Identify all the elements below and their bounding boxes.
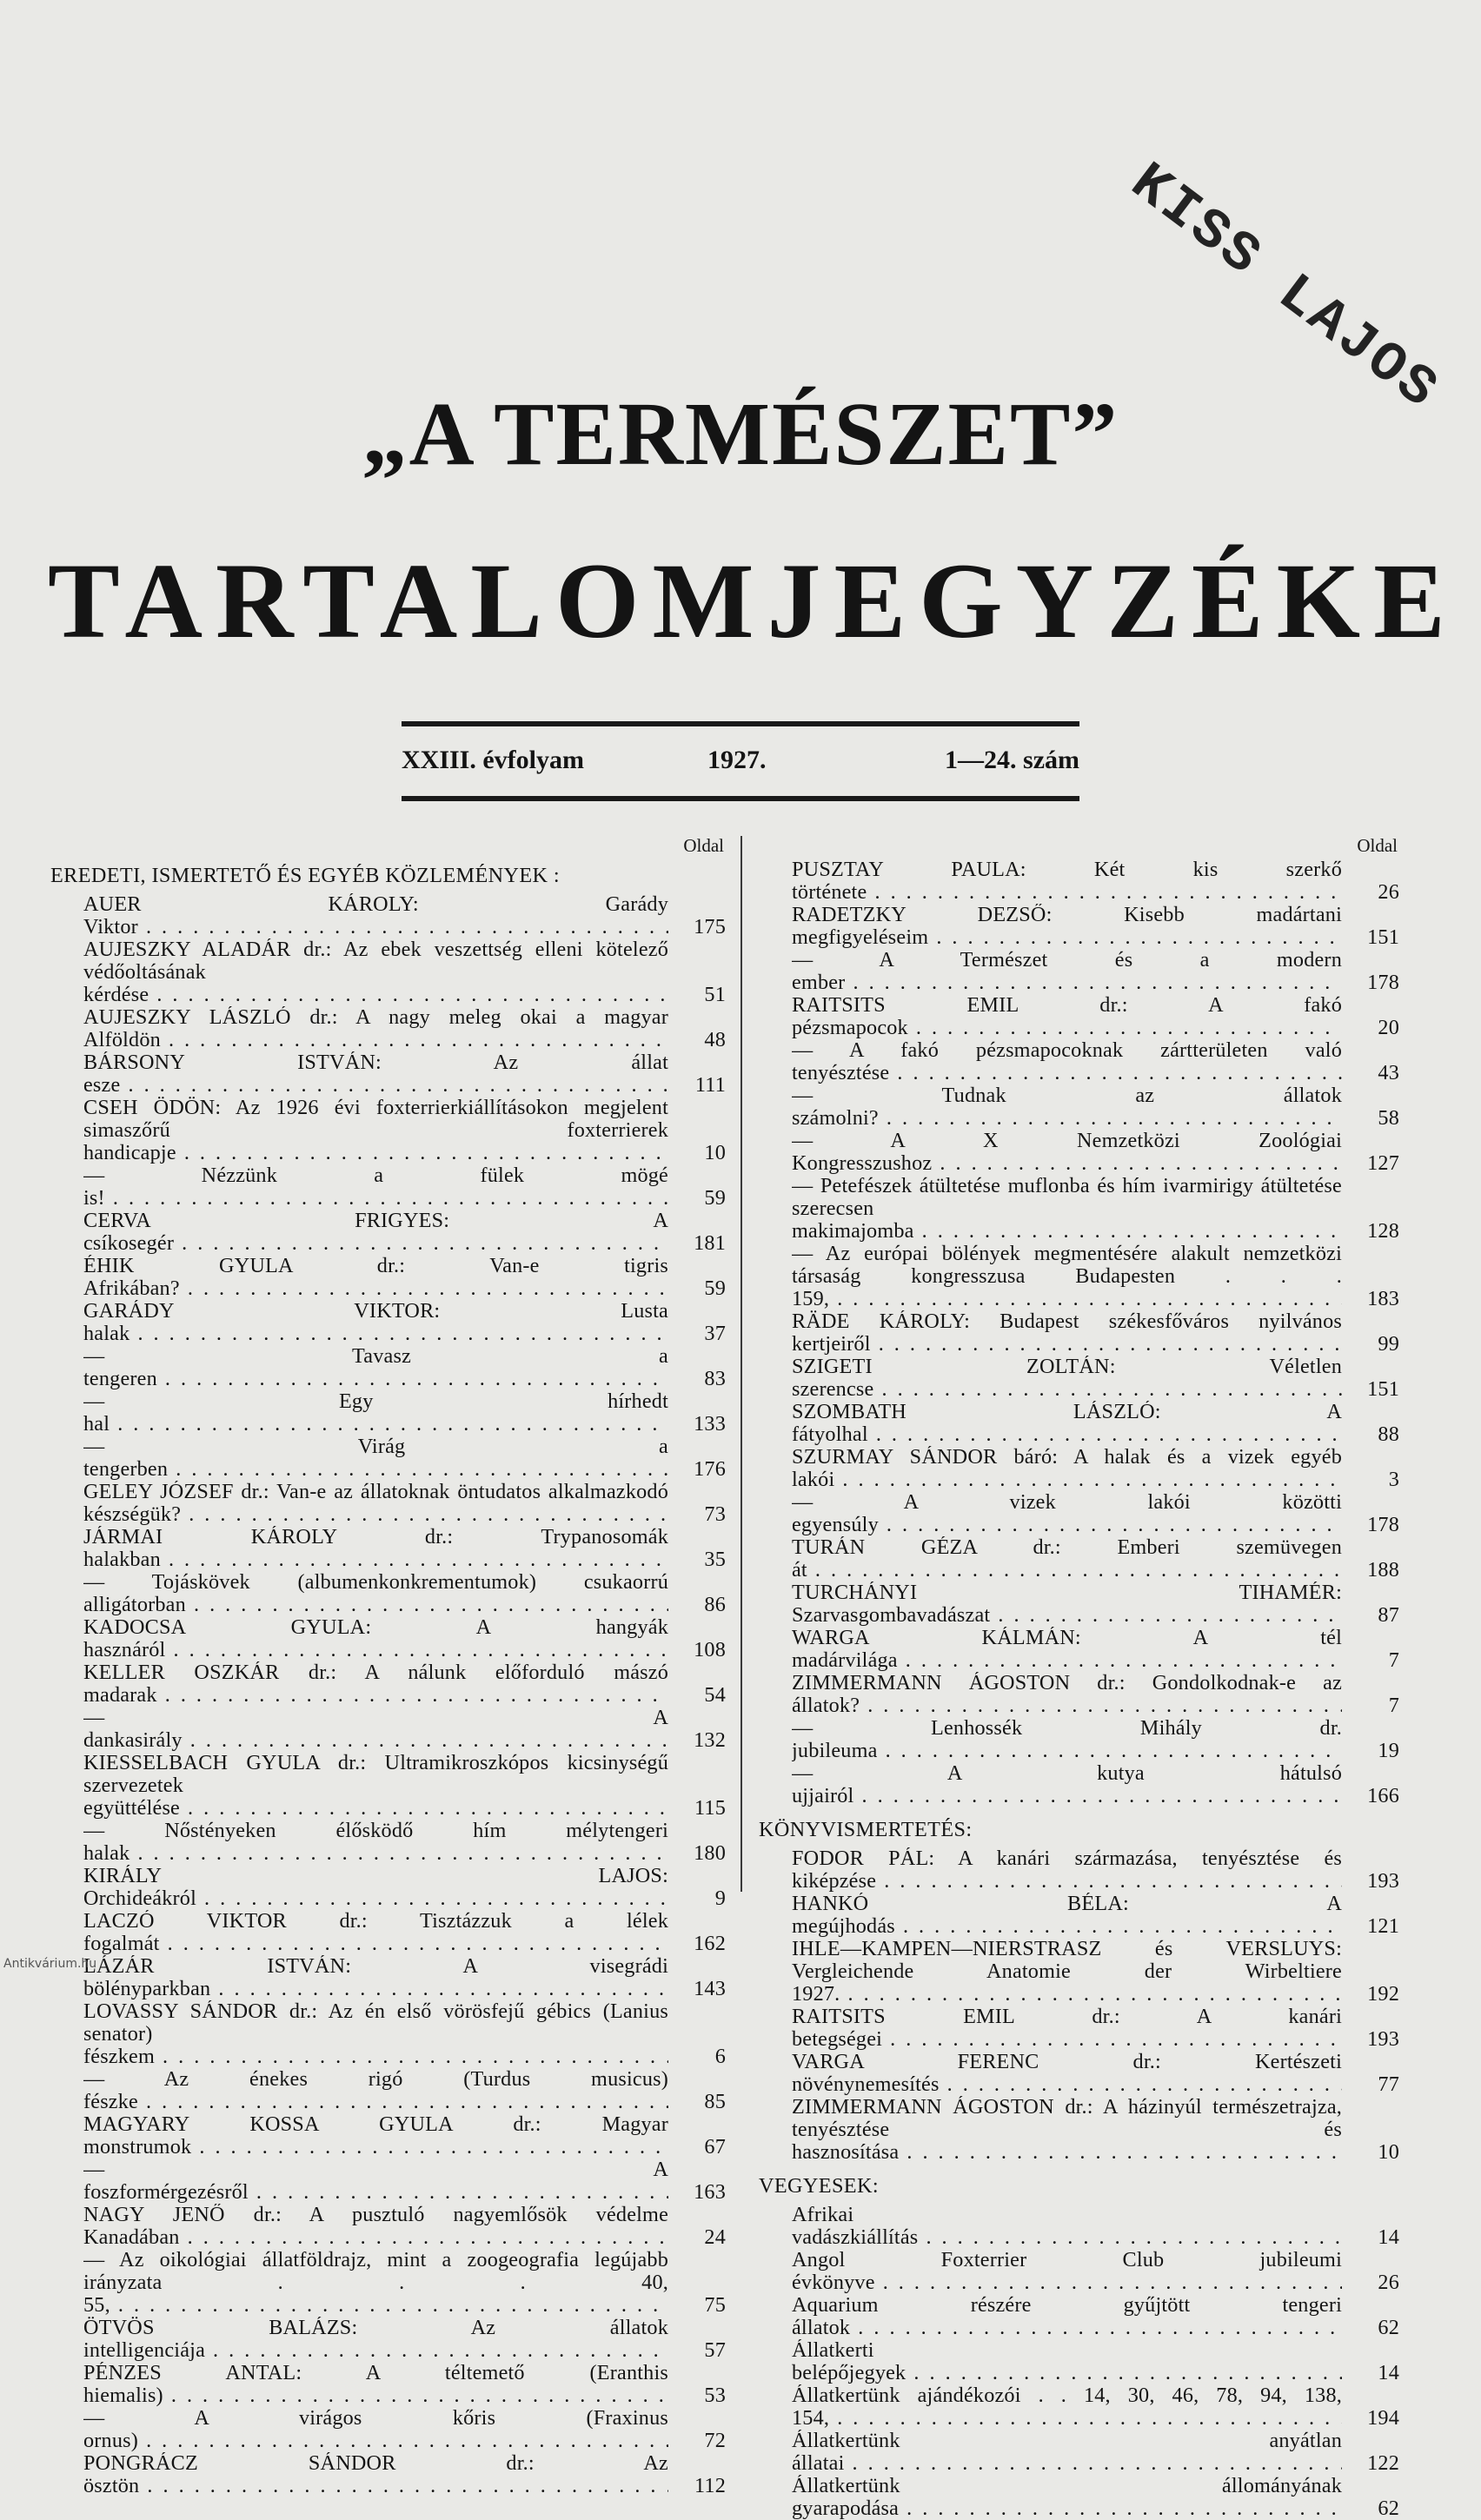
toc-entry <box>759 859 1399 904</box>
entry-title: VARGA FERENC dr.: Kertészeti növénynemesítés . . . <box>792 2051 1342 2096</box>
right-column <box>759 832 1399 2520</box>
toc-entry <box>50 1345 726 1390</box>
entry-title: Állatkertünk anyátlan állatai . . . <box>792 2430 1342 2475</box>
toc-entry <box>759 1039 1399 1084</box>
column-divider <box>740 836 742 1892</box>
entry-page-number: 72 <box>668 2430 726 2452</box>
entry-title: — Az énekes rigó (Turdus musicus) fészke . . . <box>83 2068 668 2113</box>
entry-title: — A vizek lakói közötti egyensúly . . . <box>792 1491 1342 1536</box>
entry-title: — Nőstényeken élősködő hím mélytengeri halak . . . <box>83 1820 668 1865</box>
toc-entry <box>759 2384 1399 2430</box>
toc-entry <box>50 2068 726 2113</box>
entry-page-number: 175 <box>668 916 726 938</box>
entry-page-number: 180 <box>668 1842 726 1865</box>
year-label: 1927. <box>707 746 767 774</box>
toc-entry <box>759 1582 1399 1627</box>
title-line-1: „A TERMÉSZET” <box>362 384 1119 484</box>
entry-title: — Tavasz a tengeren . . . <box>83 1345 668 1390</box>
volume-label: XXIII. évfolyam <box>402 746 584 774</box>
entry-page-number: 75 <box>668 2294 726 2317</box>
toc-entry <box>759 1717 1399 1762</box>
toc-entry <box>759 1130 1399 1175</box>
toc-entry <box>50 1300 726 1345</box>
entry-title: — Nézzünk a fülek mögé is! . . . <box>83 1164 668 1210</box>
entry-page-number: 57 <box>668 2339 726 2362</box>
section-title-book-reviews: KÖNYVISMERTETÉS: <box>759 1818 973 1841</box>
entry-title: BÁRSONY ISTVÁN: Az állat esze . . . <box>83 1051 668 1097</box>
entry-title: RÄDE KÁROLY: Budapest székesfőváros nyilvános kertjeiről . . . <box>792 1310 1342 1356</box>
entry-title: TURCHÁNYI TIHAMÉR: Szarvasgombavadászat . . . <box>792 1582 1342 1627</box>
entry-page-number: 194 <box>1342 2407 1399 2430</box>
toc-entry <box>50 1820 726 1865</box>
toc-entry <box>759 2475 1399 2520</box>
entry-title: — Virág a tengerben . . . <box>83 1436 668 1481</box>
entry-page-number: 88 <box>1342 1423 1399 1446</box>
entry-title: PONGRÁCZ SÁNDOR dr.: Az ösztön . . . <box>83 2452 668 2497</box>
toc-entry <box>50 1097 726 1164</box>
entry-page-number: 115 <box>668 1797 726 1820</box>
entry-title: LACZÓ VIKTOR dr.: Tisztázzuk a lélek fogalmát . . . <box>83 1910 668 1955</box>
issue-info-band <box>402 721 1079 801</box>
entry-page-number: 143 <box>668 1978 726 2000</box>
toc-entry <box>50 1865 726 1910</box>
entry-page-number: 151 <box>1342 926 1399 949</box>
entry-page-number: 128 <box>1342 1220 1399 1243</box>
entry-page-number: 10 <box>1342 2141 1399 2164</box>
entry-title: GELEY JÓZSEF dr.: Van-e az állatoknak öntudatos alkalmazkodó készségük? . . . <box>83 1481 668 1526</box>
toc-entry <box>50 2204 726 2249</box>
entry-title: — A foszformérgezésről . . . <box>83 2159 668 2204</box>
entry-page-number: 59 <box>668 1277 726 1300</box>
toc-entry <box>759 994 1399 1039</box>
entry-page-number: 9 <box>668 1887 726 1910</box>
toc-entry <box>50 1051 726 1097</box>
toc-entry <box>50 1481 726 1526</box>
entry-page-number: 99 <box>1342 1333 1399 1356</box>
section-title-miscellaneous: VEGYESEK: <box>759 2174 879 2198</box>
entry-page-number: 151 <box>1342 1378 1399 1401</box>
toc-entry <box>759 949 1399 994</box>
toc-entry <box>759 1175 1399 1243</box>
toc-entry <box>50 1616 726 1661</box>
ownership-stamp: KISS LAJOS <box>1118 152 1451 424</box>
entry-page-number: 133 <box>668 1413 726 1436</box>
entry-title: — Az európai bölények megmentésére alakult nemzetközi társaság kongresszusa Budapesten . . . 159, . . . <box>792 1243 1342 1310</box>
entry-page-number: 163 <box>668 2181 726 2204</box>
entry-page-number: 132 <box>668 1729 726 1752</box>
entry-page-number: 14 <box>1342 2226 1399 2249</box>
entry-title: Állatkerti belépőjegyek . . . <box>792 2339 1342 2384</box>
entry-page-number: 73 <box>668 1503 726 1526</box>
entry-title: KIRÁLY LAJOS: Orchideákról . . . <box>83 1865 668 1910</box>
toc-entry <box>759 1938 1399 2006</box>
entry-page-number: 86 <box>668 1594 726 1616</box>
entry-page-number: 77 <box>1342 2073 1399 2096</box>
entry-title: KIESSELBACH GYULA dr.: Ultramikroszkópos kicsinységű szervezetek együttélése . . . <box>83 1752 668 1820</box>
entry-title: — Lenhossék Mihály dr. jubileuma . . . <box>792 1717 1342 1762</box>
toc-entry <box>759 1893 1399 1938</box>
entry-page-number: 3 <box>1342 1469 1399 1491</box>
toc-entry <box>50 2317 726 2362</box>
entry-title: — A virágos kőris (Fraxinus ornus) . . . <box>83 2407 668 2452</box>
entry-title: — A dankasirály . . . <box>83 1707 668 1752</box>
entry-title: CSEH ÖDÖN: Az 1926 évi foxterrierkiállításokon megjelent simaszőrű foxterrierek handicapje . . . <box>83 1097 668 1164</box>
entry-page-number: 62 <box>1342 2317 1399 2339</box>
toc-entry <box>759 1672 1399 1717</box>
toc-entry <box>759 1356 1399 1401</box>
entry-page-number: 51 <box>668 984 726 1006</box>
entry-title: ÉHIK GYULA dr.: Van-e tigris Afrikában? . . . <box>83 1255 668 1300</box>
entry-page-number: 83 <box>668 1368 726 1390</box>
entry-page-number: 127 <box>1342 1152 1399 1175</box>
entry-page-number: 67 <box>668 2136 726 2159</box>
entry-title: PUSZTAY PAULA: Két kis szerkő története . . . <box>792 859 1342 904</box>
entry-list <box>759 859 1399 1807</box>
toc-entry <box>50 2000 726 2068</box>
entry-title: — A X Nemzetközi Zoológiai Kongresszushoz . . . <box>792 1130 1342 1175</box>
entry-title: TURÁN GÉZA dr.: Emberi szemüvegen át . . . <box>792 1536 1342 1582</box>
toc-entry <box>759 1243 1399 1310</box>
page-column-label: Oldal <box>1357 835 1398 856</box>
entry-title: LÁZÁR ISTVÁN: A visegrádi bölényparkban . . . <box>83 1955 668 2000</box>
entry-page-number: 58 <box>1342 1107 1399 1130</box>
entry-page-number: 193 <box>1342 2028 1399 2051</box>
entry-page-number: 26 <box>1342 881 1399 904</box>
entry-title: — Az oikológiai állatföldrajz, mint a zoogeografia legújabb irányzata . . . 40, 55, . . . <box>83 2249 668 2317</box>
toc-entry <box>759 2430 1399 2475</box>
entry-title: SZOMBATH LÁSZLÓ: A fátyolhal . . . <box>792 1401 1342 1446</box>
left-column <box>50 832 726 2497</box>
toc-entry <box>50 1661 726 1707</box>
entry-title: Aquarium részére gyűjtött tengeri állatok . . . <box>792 2294 1342 2339</box>
toc-entry <box>759 1491 1399 1536</box>
entry-title: RAITSITS EMIL dr.: A fakó pézsmapocok . . . <box>792 994 1342 1039</box>
toc-entry <box>759 1446 1399 1491</box>
entry-title: ZIMMERMANN ÁGOSTON dr.: A házinyúl természetrajza, tenyésztése és hasznosítása . . . <box>792 2096 1342 2164</box>
toc-entry <box>50 1955 726 2000</box>
entry-page-number: 54 <box>668 1684 726 1707</box>
issues-label: 1—24. szám <box>945 746 1079 774</box>
entry-page-number: 87 <box>1342 1604 1399 1627</box>
toc-entry <box>50 1436 726 1481</box>
entry-page-number: 178 <box>1342 1514 1399 1536</box>
entry-page-number: 6 <box>668 2046 726 2068</box>
toc-entry <box>759 1536 1399 1582</box>
entry-title: RAITSITS EMIL dr.: A kanári betegségei . . . <box>792 2006 1342 2051</box>
entry-title: — A kutya hátulsó ujjairól . . . <box>792 1762 1342 1807</box>
entry-page-number: 85 <box>668 2091 726 2113</box>
entry-title: Állatkertünk ajándékozói . . 14, 30, 46, 78, 94, 138, 154, . . . <box>792 2384 1342 2430</box>
toc-entry <box>50 2113 726 2159</box>
entry-page-number: 176 <box>668 1458 726 1481</box>
entry-title: ÖTVÖS BALÁZS: Az állatok intelligenciája . . . <box>83 2317 668 2362</box>
entry-page-number: 26 <box>1342 2271 1399 2294</box>
entry-page-number: 166 <box>1342 1785 1399 1807</box>
entry-title: CERVA FRIGYES: A csíkosegér . . . <box>83 1210 668 1255</box>
entry-page-number: 43 <box>1342 1062 1399 1084</box>
entry-title: RADETZKY DEZSŐ: Kisebb madártani megfigyeléseim . . . <box>792 904 1342 949</box>
page-title: TARTALOMJEGYZÉKE <box>48 541 1458 660</box>
entry-page-number: 112 <box>668 2475 726 2497</box>
toc-entry <box>50 1164 726 1210</box>
entry-title: PÉNZES ANTAL: A téltemető (Eranthis hiemalis) . . . <box>83 2362 668 2407</box>
entry-title: SZURMAY SÁNDOR báró: A halak és a vizek egyéb lakói . . . <box>792 1446 1342 1491</box>
toc-entry <box>50 893 726 938</box>
section-title-original: EREDETI, ISMERTETŐ ÉS EGYÉB KÖZLEMÉNYEK : <box>50 864 560 887</box>
entry-title: JÁRMAI KÁROLY dr.: Trypanosomák halakban . . . <box>83 1526 668 1571</box>
entry-page-number: 7 <box>1342 1649 1399 1672</box>
toc-entry <box>759 2006 1399 2051</box>
entry-title: — Tudnak az állatok számolni? . . . <box>792 1084 1342 1130</box>
entry-page-number: 162 <box>668 1933 726 1955</box>
entry-page-number: 192 <box>1342 1983 1399 2006</box>
toc-entry <box>759 1084 1399 1130</box>
toc-entry <box>759 2204 1399 2249</box>
entry-page-number: 37 <box>668 1323 726 1345</box>
entry-title: Angol Foxterrier Club jubileumi évkönyve . . . <box>792 2249 1342 2294</box>
toc-entry <box>50 1390 726 1436</box>
entry-page-number: 188 <box>1342 1559 1399 1582</box>
entry-title: — A fakó pézsmapocoknak zártterületen való tenyésztése . . . <box>792 1039 1342 1084</box>
entry-list <box>759 1847 1399 2164</box>
entry-list <box>759 2204 1399 2520</box>
toc-entry <box>50 2452 726 2497</box>
toc-entry <box>50 1571 726 1616</box>
toc-entry <box>759 1401 1399 1446</box>
entry-title: — Petefészek átültetése muflonba és hím ivarmirigy átültetése szerecsen makimajomba . . . <box>792 1175 1342 1243</box>
entry-title: KADOCSA GYULA: A hangyák hasznáról . . . <box>83 1616 668 1661</box>
entry-title: WARGA KÁLMÁN: A tél madárvilága . . . <box>792 1627 1342 1672</box>
entry-title: NAGY JENŐ dr.: A pusztuló nagyemlősök védelme Kanadában . . . <box>83 2204 668 2249</box>
entry-page-number: 62 <box>1342 2497 1399 2520</box>
toc-entry <box>50 1910 726 1955</box>
entry-page-number: 53 <box>668 2384 726 2407</box>
toc-entry <box>50 2159 726 2204</box>
toc-entry <box>50 2362 726 2407</box>
entry-title: LOVASSY SÁNDOR dr.: Az én első vörösfejű gébics (Lanius senator) fészkem . . . <box>83 2000 668 2068</box>
entry-list <box>50 893 726 2497</box>
entry-page-number: 24 <box>668 2226 726 2249</box>
entry-title: IHLE—KAMPEN—NIERSTRASZ és VERSLUYS: Vergleichende Anatomie der Wirbeltiere 1927. . . . <box>792 1938 1342 2006</box>
entry-title: — Tojáskövek (albumenkonkrementumok) csukaorrú alligátorban . . . <box>83 1571 668 1616</box>
toc-entry <box>759 2096 1399 2164</box>
toc-entry <box>759 1627 1399 1672</box>
toc-entry <box>759 1762 1399 1807</box>
toc-entry <box>50 1752 726 1820</box>
toc-entry <box>50 1526 726 1571</box>
entry-title: AUJESZKY ALADÁR dr.: Az ebek veszettség elleni kötelező védőoltásának kérdése . . . <box>83 938 668 1006</box>
toc-entry <box>759 2339 1399 2384</box>
toc-entry <box>50 2249 726 2317</box>
entry-page-number: 183 <box>1342 1288 1399 1310</box>
entry-page-number: 7 <box>1342 1694 1399 1717</box>
entry-page-number: 178 <box>1342 972 1399 994</box>
entry-page-number: 14 <box>1342 2362 1399 2384</box>
entry-page-number: 10 <box>668 1142 726 1164</box>
entry-title: Állatkertünk állományának gyarapodása . . . <box>792 2475 1342 2520</box>
toc-entry <box>759 2294 1399 2339</box>
entry-title: SZIGETI ZOLTÁN: Véletlen szerencse . . . <box>792 1356 1342 1401</box>
toc-entry <box>759 1847 1399 1893</box>
toc-entry <box>50 1210 726 1255</box>
toc-entry <box>50 2407 726 2452</box>
entry-page-number: 181 <box>668 1232 726 1255</box>
entry-title: Afrikai vadászkiállítás . . . <box>792 2204 1342 2249</box>
entry-page-number: 121 <box>1342 1915 1399 1938</box>
entry-title: HANKÓ BÉLA: A megújhodás . . . <box>792 1893 1342 1938</box>
entry-page-number: 20 <box>1342 1017 1399 1039</box>
entry-page-number: 19 <box>1342 1740 1399 1762</box>
toc-entry <box>759 2249 1399 2294</box>
toc-entry <box>50 1006 726 1051</box>
entry-page-number: 35 <box>668 1548 726 1571</box>
entry-page-number: 108 <box>668 1639 726 1661</box>
entry-title: AUER KÁROLY: Garády Viktor . . . <box>83 893 668 938</box>
toc-entry <box>50 1707 726 1752</box>
toc-entry <box>759 904 1399 949</box>
entry-title: ZIMMERMANN ÁGOSTON dr.: Gondolkodnak-e az állatok? . . . <box>792 1672 1342 1717</box>
toc-entry <box>50 938 726 1006</box>
entry-title: MAGYARY KOSSA GYULA dr.: Magyar monstrumok . . . <box>83 2113 668 2159</box>
watermark: Antikvárium.hu <box>3 1957 97 1971</box>
entry-page-number: 48 <box>668 1029 726 1051</box>
entry-page-number: 122 <box>1342 2452 1399 2475</box>
entry-title: FODOR PÁL: A kanári származása, tenyésztése és kiképzése . . . <box>792 1847 1342 1893</box>
entry-title: AUJESZKY LÁSZLÓ dr.: A nagy meleg okai a magyar Alföldön . . . <box>83 1006 668 1051</box>
page-column-label: Oldal <box>683 835 724 856</box>
toc-entry <box>50 1255 726 1300</box>
entry-title: — A Természet és a modern ember . . . <box>792 949 1342 994</box>
entry-title: — Egy hírhedt hal . . . <box>83 1390 668 1436</box>
entry-page-number: 111 <box>668 1074 726 1097</box>
toc-entry <box>759 1310 1399 1356</box>
entry-title: GARÁDY VIKTOR: Lusta halak . . . <box>83 1300 668 1345</box>
toc-entry <box>759 2051 1399 2096</box>
entry-page-number: 193 <box>1342 1870 1399 1893</box>
entry-page-number: 59 <box>668 1187 726 1210</box>
entry-title: KELLER OSZKÁR dr.: A nálunk előforduló mászó madarak . . . <box>83 1661 668 1707</box>
